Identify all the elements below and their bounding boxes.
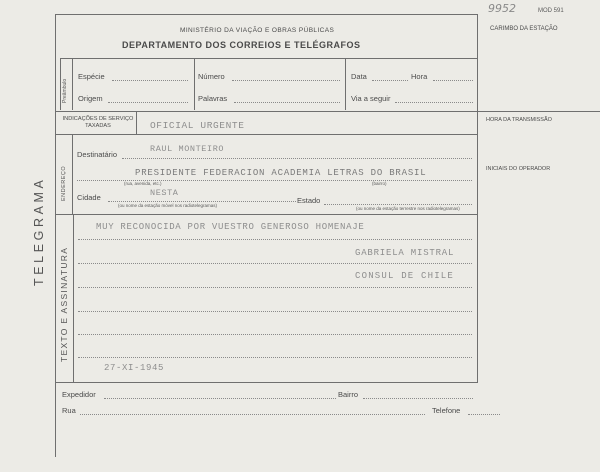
preambulo-left [60,58,61,110]
estado-label: Estado [297,196,321,205]
indicacoes-divider [136,111,137,134]
cidade-value: NESTA [150,188,179,198]
numero-label: Número [198,72,225,81]
preambulo-divider-2 [345,58,346,110]
preambulo-divider-1 [194,58,195,110]
texto-bottom [55,382,478,383]
message-line-2: GABRIELA MISTRAL [355,248,455,258]
preambulo-top [60,58,478,59]
texto-vertical-label: TEXTO E ASSINATURA [59,246,69,362]
indicacoes-bottom [55,134,478,135]
address-value: PRESIDENTE FEDERACION ACADEMIA LETRAS DO BRASIL [135,168,427,178]
iniciais-operador-label: INICIAIS DO OPERADOR [486,166,551,172]
via-label: Via a seguir [351,94,391,103]
cidade-hint: (ou nome da estação móvel nos radiotelegramas) [118,203,218,208]
indicacoes-label: INDICAÇÕES DE SERVIÇO TAXADAS [62,116,134,129]
top-border [55,14,477,15]
rua-label: Rua [62,406,76,415]
hora-label: Hora [411,72,428,81]
telegrama-label: TELEGRAMA [32,176,46,286]
texto-inner [73,214,74,382]
message-line-3: CONSUL DE CHILE [355,271,455,281]
ministry-title: MINISTÉRIO DA VIAÇÃO E OBRAS PÚBLICAS [180,27,335,34]
message-line-1: MUY RECONOCIDA POR VUESTRO GENEROSO HOMENAJE [96,222,365,232]
data-label: Data [351,72,367,81]
expedidor-label: Expedidor [62,390,96,399]
indicacoes-value: OFICIAL URGENTE [150,120,245,131]
estado-hint: (ou nome da estação terrestre nos radiotelegramas) [356,206,460,211]
telefone-label: Telefone [432,406,461,415]
preambulo-vertical-label: Preâmbulo [62,78,68,103]
model-number: MOD 591 [538,8,564,14]
destinatario-value: RAUL MONTEIRO [150,144,225,154]
address-hint: (rua, avenida, etc.) [124,181,162,186]
destinatario-label: Destinatário [77,150,118,159]
department-title: DEPARTAMENTO DOS CORREIOS E TELÉGRAFOS [122,40,361,50]
especie-label: Espécie [78,72,105,81]
bairro-hint: (bairro) [372,181,387,186]
bairro-label: Bairro [338,390,359,399]
palavras-label: Palavras [198,94,228,103]
hora-transmissao-label: HORA DA TRANSMISSÃO [486,117,552,123]
origem-label: Origem [78,94,103,103]
carimbo-label: CARIMBO DA ESTAÇÃO [490,26,558,32]
endereco-inner [72,134,73,214]
right-border [477,14,478,382]
message-date: 27-XI-1945 [104,363,165,373]
endereco-vertical-label: ENDEREÇO [61,165,67,201]
cidade-label: Cidade [77,193,101,202]
texto-top [55,214,478,215]
preambulo-inner [72,58,73,110]
handwritten-number: 9952 [488,2,516,15]
left-border [55,14,56,457]
